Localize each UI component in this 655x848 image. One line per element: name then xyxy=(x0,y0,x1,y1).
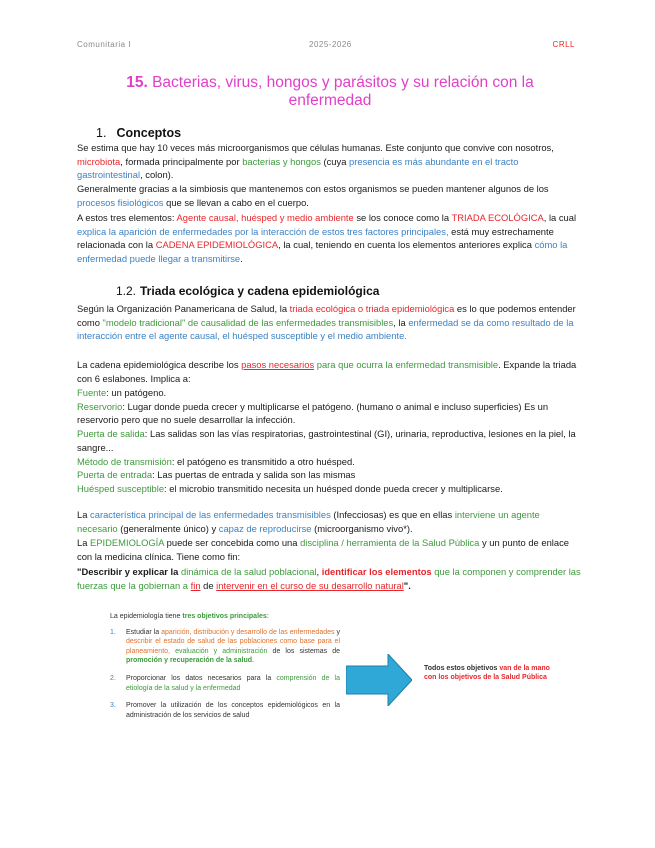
text-run: , xyxy=(316,566,322,577)
paragraph-epidemiologia xyxy=(77,536,582,563)
text-run: : el microbio transmitido necesita un huésped donde pueda crecer y multiplicarse. xyxy=(164,482,503,494)
text-run: Reservorio xyxy=(77,400,123,412)
text-run: evaluación y administración xyxy=(175,647,268,655)
section-number: 1.2. xyxy=(116,284,137,298)
text-run: que se llevan a cabo en el cuerpo. xyxy=(163,196,309,208)
text-run: fin xyxy=(190,579,201,591)
text-run: microbiota xyxy=(77,155,121,167)
chain-link-item xyxy=(77,427,582,454)
text-run: (Infecciosas) es que en ellas xyxy=(330,509,455,520)
text-run: capaz de reproducirse xyxy=(218,522,312,534)
text-run: : el patógeno es transmitido a otro huésped. xyxy=(171,455,355,467)
paragraph-ops xyxy=(77,302,582,343)
text-run: EPIDEMIOLOGÍA xyxy=(90,537,165,548)
text-run: Promover la utilización de los conceptos epidemiológicos en la administración de los servicios de salud xyxy=(126,702,340,719)
right-arrow-icon xyxy=(346,654,412,706)
text-run: "Describir y explicar la xyxy=(77,566,181,577)
text-run: . xyxy=(252,657,254,665)
text-run: está muy estrechamente relacionada con la xyxy=(77,225,554,251)
text-run: intervenir en el curso de su desarrollo natural xyxy=(216,579,404,591)
text-run: identificar los elementos xyxy=(321,566,432,577)
figure-heading-colon: : xyxy=(266,613,269,620)
paragraph-microbiota xyxy=(77,141,582,182)
section-heading-conceptos xyxy=(96,126,181,140)
paragraph-cadena xyxy=(77,358,582,385)
objective-number: 2. xyxy=(110,674,116,682)
chain-link-item xyxy=(77,386,582,400)
text-run: cómo la enfermedad puede llegar a transmitirse xyxy=(77,239,568,265)
text-run: La cadena epidemiológica describe los xyxy=(77,359,242,370)
header-year: 2025-2026 xyxy=(309,40,352,49)
text-run: La xyxy=(77,509,91,520)
title-text: Bacterias, virus, hongos y parásitos y su relación con la enfermedad xyxy=(152,74,534,109)
objective-number: 1. xyxy=(110,628,116,636)
text-run: (generalmente único) y xyxy=(117,522,219,534)
figure-heading xyxy=(110,612,340,622)
text-run: , colon). xyxy=(140,169,174,181)
text-run: Fuente xyxy=(77,387,107,398)
text-run: puede ser concebida como una xyxy=(164,537,301,548)
header-course: Comunitaria I xyxy=(77,40,132,49)
text-run: (cuya xyxy=(320,155,350,167)
text-run: CADENA EPIDEMIOLÓGICA xyxy=(155,239,279,251)
text-run: , la xyxy=(393,316,409,328)
text-run: describir el estado de salud de las poblaciones como base para el planeamiento, xyxy=(126,638,340,655)
objective-number: 3. xyxy=(110,702,116,710)
header-initials: CRLL xyxy=(552,40,575,49)
text-run: que la componen y comprender las fuerzas que la gobiernan a xyxy=(77,566,581,591)
text-run: bacterias y hongos xyxy=(242,155,321,167)
text-run: interviene un agente necesario xyxy=(77,509,540,534)
objective-item xyxy=(110,674,340,693)
text-run: Proporcionar los datos necesarios para la xyxy=(126,674,277,682)
text-run: . xyxy=(240,253,243,265)
text-run: Agente causal, huésped y medio ambiente xyxy=(176,212,354,223)
text-run: comprensión de la etiología de la salud y la enfermedad xyxy=(126,674,340,692)
objective-item xyxy=(110,701,340,720)
text-run: disciplina / herramienta de la Salud Pública xyxy=(300,537,480,548)
chain-link-item xyxy=(77,455,582,469)
text-run: . Expande la triada con 6 eslabones. Implica a: xyxy=(77,359,577,384)
text-run: Método de transmisión xyxy=(77,455,172,467)
figure-heading-highlight: tres objetivos principales xyxy=(182,613,267,620)
text-run: característica principal de las enfermedades transmisibles xyxy=(90,509,331,520)
text-run: (microorganismo vivo*). xyxy=(311,522,413,534)
paragraph-simbiosis xyxy=(77,182,582,209)
section-title: Conceptos xyxy=(116,126,182,140)
text-run: de los sistemas de xyxy=(267,647,340,655)
objective-text xyxy=(126,628,340,666)
figure-note xyxy=(424,664,552,683)
text-run: "modelo tradicional" de causalidad de las enfermedades transmisibles xyxy=(102,316,394,328)
text-run: Según la Organización Panamericana de Salud, la xyxy=(77,303,290,314)
chain-link-item xyxy=(77,468,582,482)
text-run: : Lugar donde pueda crecer y multiplicarse el patógeno. (humano o animal e incluso superficies) Es un reservorio pero que no suele desarrollar la infección. xyxy=(77,400,549,426)
section-heading-triada xyxy=(116,284,379,298)
text-run: : un patógeno. xyxy=(106,387,167,398)
chain-link-item xyxy=(77,400,582,427)
text-run: es lo que podemos entender como xyxy=(77,303,576,328)
objective-text xyxy=(126,674,340,693)
text-run: enfermedad se da como resultado de la interacción entre el agente causal, el huésped susceptible y el medio ambiente. xyxy=(77,316,574,342)
text-run: se los conoce como la xyxy=(353,212,452,223)
text-run: Estudiar la xyxy=(126,628,162,636)
text-run: presencia es más abundante en el tracto gastrointestinal xyxy=(77,155,519,181)
text-run: y xyxy=(334,628,340,636)
figure-note-highlight: van de la mano con los objetivos de la Salud Pública xyxy=(424,665,550,682)
section-title: Triada ecológica y cadena epidemiológica xyxy=(140,284,380,298)
objectives-figure xyxy=(110,612,340,728)
chain-links-list xyxy=(77,386,582,496)
text-run: triada ecológica o triada epidemiológica xyxy=(289,303,455,314)
text-run: promoción y recuperación de la salud xyxy=(126,657,253,665)
text-run: y un punto de enlace con la medicina clínica. Tiene como fin: xyxy=(77,537,569,562)
figure-note-text: Todos estos objetivos xyxy=(424,665,500,672)
paragraph-triada xyxy=(77,211,582,266)
text-run: de xyxy=(200,579,217,591)
text-run: Huésped susceptible xyxy=(77,482,165,494)
figure-heading-text: La epidemiología tiene xyxy=(110,613,183,620)
chain-link-item xyxy=(77,482,582,496)
text-run: Generalmente gracias a la simbiosis que mantenemos con estos organismos se pueden mantener algunos de los xyxy=(77,183,549,194)
paragraph-quote xyxy=(77,565,582,592)
text-run: TRIADA ECOLÓGICA xyxy=(451,212,544,223)
text-run: pasos necesarios xyxy=(241,359,315,370)
text-run: ". xyxy=(403,579,411,591)
text-run: : Las salidas son las vías respiratorias, gastrointestinal (GI), urinaria, reproductiva, lesiones en la piel, la sangre... xyxy=(77,428,576,453)
section-number: 1. xyxy=(96,126,107,140)
objective-item xyxy=(110,628,340,666)
text-run: aparición, distribución y desarrollo de las enfermedades xyxy=(161,628,335,636)
text-run: para que ocurra la enfermedad transmisible xyxy=(314,359,499,370)
text-run: Se estima que hay 10 veces más microorganismos que células humanas. Este conjunto que convive con nosotros, xyxy=(77,142,554,153)
text-run: Puerta de entrada xyxy=(77,469,153,481)
objective-text xyxy=(126,701,340,720)
page-title xyxy=(90,74,570,110)
paragraph-transmisibles xyxy=(77,508,582,535)
text-run: , formada principalmente por xyxy=(120,155,243,167)
text-run: A estos tres elementos: xyxy=(77,212,177,223)
objectives-list xyxy=(110,628,340,721)
text-run: La xyxy=(77,537,91,548)
text-run: dinámica de la salud poblacional xyxy=(180,566,317,577)
text-run: : Las puertas de entrada y salida son las mismas xyxy=(152,469,356,481)
title-number: 15. xyxy=(126,74,148,91)
text-run: , la cual xyxy=(543,212,577,223)
text-run: , la cual, teniendo en cuenta los elementos anteriores explica xyxy=(278,239,535,251)
text-run: explica la aparición de enfermedades por la interacción de estos tres factores principales, xyxy=(77,225,449,237)
text-run: Puerta de salida xyxy=(77,428,145,440)
text-run: procesos fisiológicos xyxy=(77,196,164,208)
